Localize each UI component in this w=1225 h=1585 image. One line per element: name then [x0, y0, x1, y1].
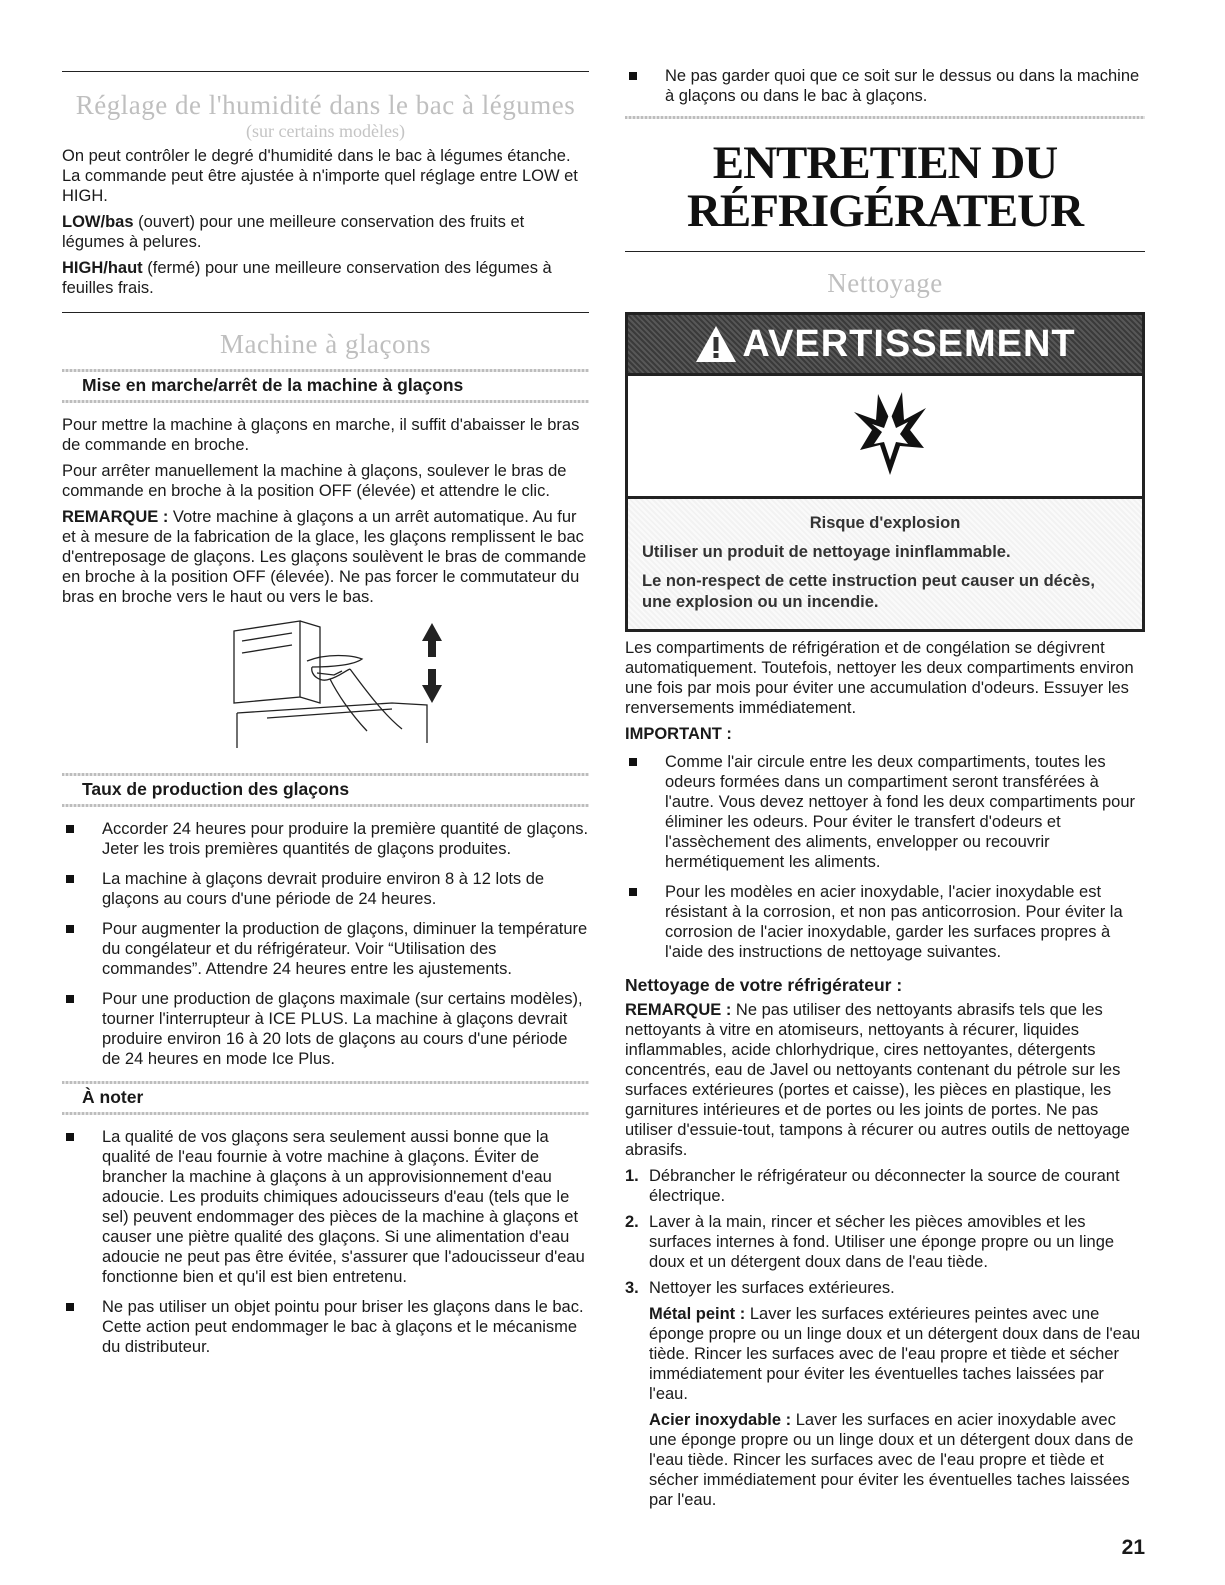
bullet-text: Pour les modèles en acier inoxydable, l'acier inoxydable est résistant à la corrosion, et non pas anticorrosion. Pour éviter la corrosion de l'acier inoxydable, garder les surfaces propres à l'aide des instructions de nettoyage suivantes.: [665, 883, 1123, 961]
warning-header: [628, 315, 1142, 373]
shaded-rule: [625, 116, 1145, 119]
high-paragraph: [62, 258, 589, 298]
bullet-text: Comme l'air circule entre les deux compartiments, toutes les odeurs formées dans un compartiment seront transférées à l'autre. Vous devez nettoyer à fond les deux compartiments pour éliminer les odeurs. Pour éviter le transfert d'odeurs et l'assèchement des aliments, envelopper ou recouvrir hermétiquement les aliments.: [665, 753, 1136, 871]
onoff-p2: Pour arrêter manuellement la machine à glaçons, soulever le bras de commande en broche à la position OFF (élevée) et attendre le clic.: [62, 462, 567, 500]
shaded-rule: [62, 804, 589, 807]
clean-note-text: Ne pas utiliser des nettoyants abrasifs tels que les nettoyants à vitre en atomiseurs, nettoyants à récurer, liquides inflammables, acide chlorhydrique, cires nettoyantes, détergents concentrés, eau de Javel ou nettoyants contenant du pétrole sur les surfaces extérieures (portes et caisse), les pièces en plastique, les garnitures intérieures et de portes ou les joints de portes. Ne pas utiliser d'essuie-tout, tampons à récurer ou autres outils de nettoyage abrasifs.: [625, 1001, 1130, 1159]
low-label: LOW/bas: [62, 213, 134, 231]
humidity-title: Réglage de l'humidité dans le bac à légumes: [75, 90, 576, 120]
clean-note: [625, 1000, 1145, 1160]
important-label: IMPORTANT :: [625, 725, 732, 743]
clean-note-label: REMARQUE :: [625, 1001, 732, 1019]
ice-maker-arm-illustration: [62, 613, 589, 753]
bullet-square-icon: [66, 1303, 74, 1311]
up-down-arrow-icon: [422, 623, 442, 703]
page-number: 21: [1121, 1536, 1145, 1559]
warning-icon-area: [628, 373, 1142, 499]
bullet-text: Ne pas garder quoi que ce soit sur le dessus ou dans la machine à glaçons ou dans le bac à glaçons.: [665, 67, 1140, 105]
humidity-paragraph: On peut contrôler le degré d'humidité dans le bac à légumes étanche. La commande peut être ajustée à n'importe quel réglage entre LOW et HIGH.: [62, 147, 578, 205]
shaded-rule: [62, 400, 589, 403]
high-label: HIGH/haut: [62, 259, 143, 277]
bullet-square-icon: [66, 1133, 74, 1141]
bullet-text: Ne pas utiliser un objet pointu pour briser les glaçons dans le bac. Cette action peut endommager le bac à glaçons et le mécanisme du distributeur.: [102, 1298, 584, 1356]
step-number: 3.: [625, 1279, 639, 1297]
step-text: Débrancher le réfrigérateur ou déconnecter la source de courant électrique.: [649, 1167, 1120, 1205]
list-item: [62, 869, 589, 909]
list-item: [625, 1212, 1145, 1272]
bullet-square-icon: [629, 758, 637, 766]
cleaning-paragraph: Les compartiments de réfrigération et de congélation se dégivrent automatiquement. Toutefois, nettoyer les deux compartiments environ une fois par mois pour éviter une accumulation d'odeurs. Essuyer les renversements immédiatement.: [625, 639, 1134, 717]
rate-heading: Taux de production des glaçons: [82, 779, 350, 799]
warning-box: [625, 312, 1145, 632]
warning-triangle-icon: [694, 324, 738, 364]
ice-maker-title: Machine à glaçons: [220, 329, 431, 359]
low-paragraph: [62, 212, 589, 252]
important-bullet-list: [625, 752, 1145, 962]
list-item: [62, 919, 589, 979]
painted-metal-label: Métal peint :: [649, 1305, 746, 1323]
steps-list: [625, 1166, 1145, 1298]
left-column: [62, 0, 589, 1367]
section-rule: [62, 312, 589, 313]
stainless-label: Acier inoxydable :: [649, 1411, 792, 1429]
main-title-line-2: RÉFRIGÉRATEUR: [686, 185, 1084, 237]
warning-line-1: Utiliser un produit de nettoyage ininflammable.: [642, 543, 1011, 561]
main-title-line-1: ENTRETIEN DU: [712, 137, 1058, 189]
top-rule: [62, 71, 589, 72]
list-item: [62, 819, 589, 859]
stainless-paragraph: [625, 1410, 1145, 1510]
high-text: (fermé) pour une meilleure conservation des légumes à feuilles frais.: [62, 259, 552, 297]
bullet-square-icon: [66, 875, 74, 883]
note-heading: À noter: [82, 1087, 144, 1107]
note-label: REMARQUE :: [62, 508, 169, 526]
onoff-heading: Mise en marche/arrêt de la machine à glaçons: [82, 375, 464, 395]
clean-heading: Nettoyage de votre réfrigérateur :: [625, 975, 903, 995]
list-item: [62, 1297, 589, 1357]
step-text: Nettoyer les surfaces extérieures.: [649, 1279, 895, 1297]
list-item: [625, 752, 1145, 872]
list-item: [62, 1127, 589, 1287]
explosion-icon: [850, 390, 930, 480]
note-bullet-list: [62, 1127, 589, 1357]
note-text: Votre machine à glaçons a un arrêt automatique. Au fur et à mesure de la fabrication de la glace, les glaçons remplissent le bac d'entreposage de glaçons. Les glaçons soulèvent le bras de commande en broche à la position OFF (élevée). Ne pas forcer le commutateur du bras en broche vers le haut ou vers le bas.: [62, 508, 587, 606]
list-item: [62, 989, 589, 1069]
list-item: [625, 66, 1145, 106]
bullet-square-icon: [629, 72, 637, 80]
rate-bullet-list: [62, 819, 589, 1069]
bullet-text: Accorder 24 heures pour produire la première quantité de glaçons. Jeter les trois premières quantités de glaçons produites.: [102, 820, 589, 858]
stainless-text: Laver les surfaces en acier inoxydable avec une éponge propre ou un linge doux et un détergent doux dans de l'eau tiède. Rincer les surfaces avec de l'eau propre et tiède et sécher immédiatement pour éviter les éventuelles taches laissées par l'eau.: [649, 1411, 1134, 1509]
bullet-square-icon: [66, 825, 74, 833]
warning-line-2: Le non-respect de cette instruction peut causer un décès, une explosion ou un incendie.: [642, 572, 1095, 611]
bullet-square-icon: [66, 995, 74, 1003]
onoff-p1: Pour mettre la machine à glaçons en marche, il suffit d'abaisser le bras de commande en broche.: [62, 416, 580, 454]
step-text: Laver à la main, rincer et sécher les pièces amovibles et les surfaces internes à fond. Utiliser une éponge propre ou un linge doux et un détergent doux dans de l'eau tiède.: [649, 1213, 1115, 1271]
shaded-rule: [62, 1112, 589, 1115]
list-item: [625, 1166, 1145, 1206]
warning-body: [628, 499, 1142, 629]
humidity-subtitle: (sur certains modèles): [246, 121, 405, 141]
list-item: [625, 882, 1145, 962]
section-rule: [625, 251, 1145, 252]
bullet-text: La qualité de vos glaçons sera seulement aussi bonne que la qualité de l'eau fournie à votre machine à glaçons. Éviter de brancher la machine à glaçons à un approvisionnement d'eau adoucie. Les produits chimiques adoucisseurs d'eau (tels que le sel) peuvent endommager des pièces de la machine à glaçons et causer une piètre qualité des glaçons. Si une alimentation d'eau adoucie ne peut pas être évitée, s'assurer que l'adoucisseur d'eau fonctionne bien et qu'il est bien entretenu.: [102, 1128, 585, 1286]
onoff-note: [62, 507, 589, 607]
step-number: 2.: [625, 1213, 639, 1231]
bullet-text: La machine à glaçons devrait produire environ 8 à 12 lots de glaçons au cours d'une période de 24 heures.: [102, 870, 545, 908]
painted-metal-text: Laver les surfaces extérieures peintes avec une éponge propre ou un linge doux et un détergent doux dans de l'eau tiède. Rincer les surfaces avec de l'eau propre et tiède et sécher immédiatement pour éviter les éventuelles taches laissées par l'eau.: [649, 1305, 1141, 1403]
right-column: [625, 0, 1145, 1516]
main-title: [625, 139, 1145, 235]
bullet-square-icon: [66, 925, 74, 933]
cleaning-title: Nettoyage: [827, 268, 943, 298]
warning-risk: Risque d'explosion: [809, 514, 961, 532]
low-text: (ouvert) pour une meilleure conservation des fruits et légumes à pelures.: [62, 213, 525, 251]
bullet-text: Pour une production de glaçons maximale (sur certains modèles), tourner l'interrupteur à ICE PLUS. La machine à glaçons devrait produire environ 16 à 20 lots de glaçons au cours d'une période de 24 heures en mode Ice Plus.: [102, 990, 583, 1068]
bullet-text: Pour augmenter la production de glaçons, diminuer la température du congélateur et du réfrigérateur. Voir “Utilisation des commandes”. Attendre 24 heures entre les ajustements.: [102, 920, 588, 978]
painted-metal-paragraph: [625, 1304, 1145, 1404]
step-number: 1.: [625, 1167, 639, 1185]
warning-header-text: AVERTISSEMENT: [742, 323, 1076, 365]
bullet-square-icon: [629, 888, 637, 896]
list-item: [625, 1278, 1145, 1298]
ice-maker-illustration: [62, 613, 589, 753]
